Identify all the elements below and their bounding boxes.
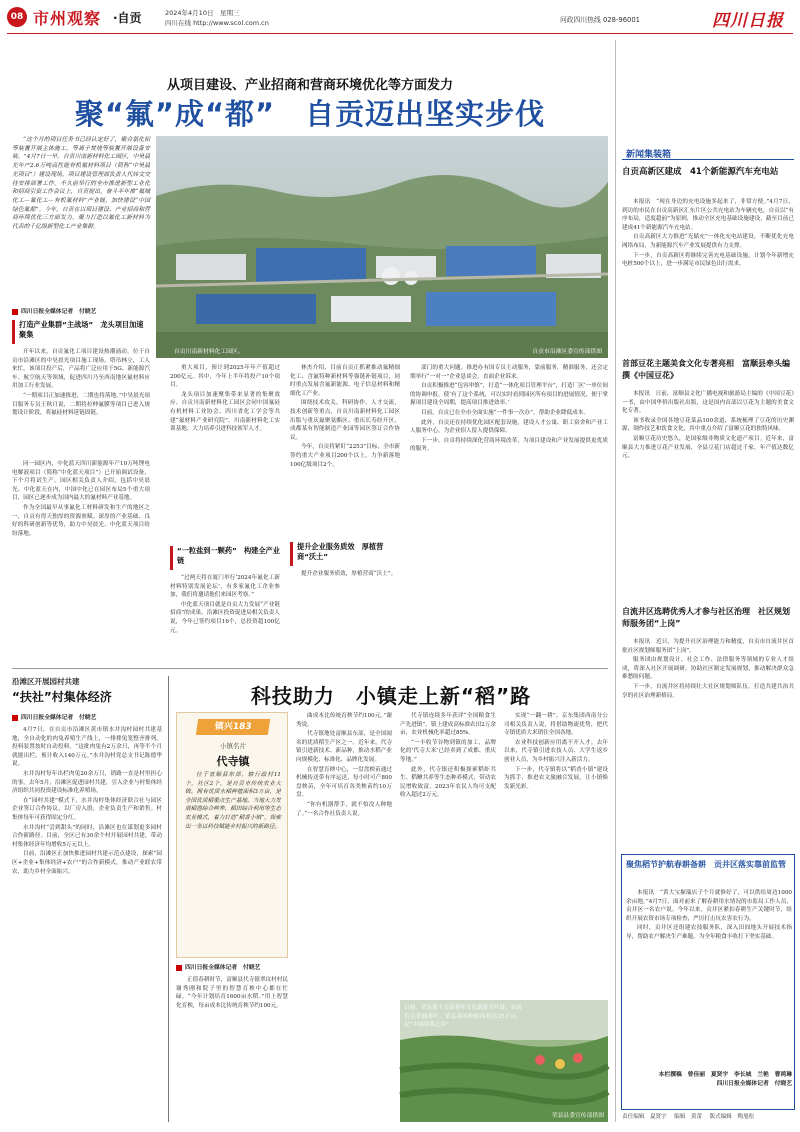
header-rule	[7, 33, 793, 34]
right-section-label	[622, 142, 794, 160]
village-headline: “扶社”村集体经济	[12, 690, 112, 704]
news-box-label: 新闻集装箱	[626, 150, 672, 160]
town-name: 代寺镇	[216, 755, 250, 768]
paragraph: 在智慧育秧中心，一盘盘秧苗通过机械传送带有序运送，每小时可产800盘秧苗，全年可培育各类秧苗约10万盘。	[296, 766, 392, 799]
intro-paragraph: “这个月的项目任务书已经认定好了，聚合氯化铝等装置开展主体施工，等离子焚烧等装置开展设备安装。”4月7日一早，自贡川南新材料化工园区，中昊晨光年产2.6万吨高性能有机氟材料项目（简称“中昊晨光项目”）建设现场，项目建设管理部负责人代炜文交待安排部署工作。不久前举行的全市推进新型工业化和招商引资工作会议上，自贡提出，奋斗半年推“氟城化工—氟化工—有机氟材料”产业链，加快建设“中国绿色氟都”。今年，自贡在以项目建设、产业招商和营商环境优化三方面发力，聚力打造以氟化工新材料为代表的千亿级新型化工产业集群。	[12, 137, 150, 231]
paragraph: 在“园村共建”模式下，水井沟村集体经济联合社与园区企业签订合作协议，以厂房入股，企业负责生产和销售。村集体每年可获得固定分红。	[12, 797, 162, 821]
town-column-1	[176, 976, 288, 1122]
subsection-title: ·自贡	[113, 11, 142, 25]
hotline: 问政四川热线 028-96001	[560, 16, 640, 24]
town-intro-text: 位于富顺县东部，辖行政村11个，社区2个，是自贡市传统农业大镇。拥有优质水稻种植面积3万亩，是全国优质稻重点生产基地。当地大力发展稻渔综合种养、稻田综合利用等生态农业模式，着力打造“稻香小镇”，探索出一条以科技赋能乡村振兴的新路径。	[185, 772, 281, 830]
news-4-box	[621, 854, 798, 1110]
town-column-4	[504, 712, 608, 998]
column-divider	[168, 676, 169, 1122]
village-reporter: 四川日报全媒体记者 付晓艺	[12, 712, 162, 722]
town-intro	[185, 771, 281, 951]
town-card	[176, 712, 288, 958]
byline-square-icon	[12, 715, 18, 721]
paragraph: 目前，沿滩区正加快推进园村共建示范点建设，探索“园区+企业+集体经济+农户”的合作新模式，推动产业联农带农，助力乡村全面振兴。	[12, 851, 162, 875]
paragraph: 下一步，自流井区将持续壮大社区规划师队伍，打造共建共治共享的社区治理新格局。	[622, 683, 794, 699]
photo-caption-right: 自贡市沿滩区委宣传部供图	[532, 349, 602, 355]
paragraph: 下一步，自贡将持续深化营商环境改革，为项目建设和产业发展提供更优质的服务。	[410, 437, 608, 453]
lead-subhead-2: “一粒盐到一颗药” 构建全产业链	[170, 546, 280, 570]
paragraph: 自贡积极推进“包容审慎”，打造“一体化项目管理平台”，打造厂区‘一单位间的协调申报，使‘有了这个系统，可以实时看到园区所有项目的进展情况，便于掌握项目建设全周期，提高项目推进效率。’	[410, 383, 608, 407]
tea-photo-caption	[404, 1004, 522, 1108]
paragraph: 下一步，自贡高新区将继续完善充电基础设施，计划今年新增充电桩500个以上，进一步满足市民绿色出行需求。	[622, 252, 794, 268]
paragraph: 部门的重大问题。推进办有国专员主动服务，靠前服务，精准服务，还会定期举行“一对一”企业恳谈会，直面企业诉求。	[410, 365, 608, 380]
lead-column-4b	[290, 570, 400, 648]
news-1-body	[622, 198, 794, 348]
news-2-headline: 首部豆花主题美食文化专著亮相 富顺县牵头编撰《中国豆花》	[622, 359, 790, 380]
masthead	[0, 0, 800, 38]
lead-subhead-3: 提升企业服务质效 厚植营商“沃土”	[290, 542, 400, 566]
paragraph: “一丰收节谷物到镇的加工，品牌化的‘代寺大米’已经卖到了成都、重庆等地。”	[400, 739, 496, 763]
paragraph: “你有机器帮手，就不怕没人种地了。”一名合作社负责人说。	[296, 801, 392, 817]
lead-kicker: 从项目建设、产业招商和营商环境优化等方面发力	[166, 78, 453, 93]
tea-caption-text: 日前，荣县第十五届茶叶文化旅游节开幕，农民们在采摘茶叶。荣县茶叶种植面积达15万亩，是“中国绿茶之乡”。	[404, 1005, 522, 1029]
lead-column-3b	[170, 574, 280, 648]
town-column-2	[296, 712, 392, 1122]
page-number: 08	[7, 7, 27, 27]
byline-square-icon	[176, 965, 182, 971]
paragraph: 水井沟村“尝到甜头”的同时，沿滩区也在谋划更多园村合作新路径。目前，全区已有30余个村开展园村共建，带动村集体经济年均增收5万元以上。	[12, 824, 162, 848]
paragraph: 水井沟村每年出栏肉兔20余万只，销路一直是村里担心的事。去年5月，沿滩区促进园村共建，引入企业与村集体经济组织共同投资建设标准化养殖场。	[12, 770, 162, 795]
paragraph: 中化蓝天项目就是自贡大力发展“产业链招商”的成果，沿滩区投资促进局相关负责人说，今年已签约项目16个，总投资超100亿元。	[170, 601, 280, 634]
paragraph: 农业科技创新应用离不开人才。去年以来，代寺镇引进农技人员、大学生返乡创业人员，为乡村振兴注入新活力。	[504, 739, 608, 763]
photo-caption-left: 自贡川南新材料化工园区。	[174, 349, 244, 355]
news-3-body	[622, 638, 794, 848]
paragraph: 本报讯 日前，富顺县文化广播电视和旅游局主编的《中国豆花》一书，由中国华侨出版社出版，这是国内首部以豆花为主题的美食文化专著。	[622, 391, 794, 415]
paragraph: 提升企业服务质效，厚植营商“沃土”。	[301, 571, 397, 577]
news-3-headline: 自流井区选聘优秀人才参与社区治理 社区规划师服务团“上岗”	[622, 607, 790, 628]
footer-layout-editor: 版式编辑 陶旭松	[709, 1114, 755, 1120]
footer-copy-editor: 编辑 黄蕾	[674, 1114, 703, 1120]
paragraph: 目前，自贡已在全市全面实施“一件事一次办”，帮助企业降低成本。	[421, 409, 589, 416]
town-badge: 镇兴183	[196, 719, 270, 735]
tea-photo	[400, 1000, 608, 1122]
section-title: 市州观察	[33, 9, 102, 28]
right-column-divider	[615, 40, 616, 1122]
industrial-park-aerial-image	[156, 136, 608, 358]
paragraph: 本报讯 “黄大宝握瑞店子个月就修好了，可以供给周边1000余亩地。”4月7日，面对前来了解春耕用水情况的市监局工作人员，贡井区一名农户说。今年以来，贡井区紧扣春耕生产关键时节，组织开展农资市场专项检查，严厉打击坑农害农行为。	[626, 890, 792, 922]
town-headline: 科技助力 小镇走上新“稻”路	[250, 684, 532, 708]
paragraph: 此外，代寺镇还积极探索稻虾共生、稻鳅共养等生态种养模式，带动农民增收致富，2023年农民人均可支配收入超过2万元。	[400, 766, 496, 799]
paragraph: 代寺镇地处富顺县东部，是全国闻名的优质稻生产区之一。近年来，代寺镇引进新技术、新品种，推动水稻产业向规模化、标准化、品牌化发展。	[296, 731, 392, 763]
paragraph: 自贡高新区大力推进“光储充”一体化充电站建设，不断优化充电网络布局，为新能源汽车产业发展提供有力支撑。	[622, 234, 794, 249]
paragraph: 今年，自贡将紧盯“2253”目标，全市新签约重大产业项目200个以上，力争新落地100亿级项目2个。	[290, 444, 400, 468]
paragraph: 4月7日，在自贡市沿滩区黄市镇水井沟村园村共建基地，全自动化的肉兔养殖生产线上，一排排兔笼整齐排列。投料装置按时自动投料。“这批肉兔有2万余只，再等半个月就能出栏，预计收入140万元。”水井沟村党总支书记陈德华说。	[12, 727, 162, 768]
paragraph: 代寺镇连续多年获评“全国粮食生产先进镇”。镇上建成高标准农田2万余亩，农业机械化率超过85%。	[400, 713, 496, 737]
paragraph: “过两天将在厦门举行‘2024年氟化工新材料特别发展论坛’，有多家氟化工企业参加，我们将邀请他们来园区考察。”	[170, 575, 280, 599]
lead-column-3	[170, 364, 280, 546]
paragraph: 曲成本比传统育秧节约100元。”谢秀说。	[296, 713, 392, 728]
paragraph: 同时，贡井区还组建农技服务队，深入田间地头开展技术指导，帮助农户解决生产难题，为全年粮食丰收打下坚实基础。	[626, 925, 792, 940]
news-4-credit: 本栏撰稿 曾佳丽 夏贤宇 李长城 兰艳 曹鸿琳 四川日报全媒体记者 付晓艺	[658, 1072, 798, 1087]
paragraph: “一期项目正加速推进，二期也将落地。”中昊晨光项目服务专员王秋月说，二期将拉伸氟膜等项目已进入规划设计阶段，将氟硅材料延链固链。	[12, 392, 150, 417]
paragraph: 林杰介绍，目前自贡正抓紧推动氟精细化工、含氟特种新材料等强链补链项目，同时重点发展含氟新能源、电子信息材料和精细化工产业。	[290, 365, 400, 397]
tea-photo-credit: 荣县县委宣传部供图	[551, 1113, 604, 1119]
paragraph: 本报讯 近日，为提升社区治理能力和精度，自贡市自流井区首批社区规划师服务团“上岗”。	[622, 639, 794, 654]
paragraph: 重大项目，预计到2025年年产值超过200亿元。其中，今年上半年将投产10个项目。	[170, 365, 280, 389]
lead-reporter: 四川日报全媒体记者 付晓艺	[12, 306, 150, 316]
lead-column-4	[290, 364, 400, 542]
village-kicker: 沿滩区开展园村共建	[12, 677, 80, 686]
paragraph: 该书收录全国各地豆花菜品100余道，系统梳理了豆花的历史渊源、制作技艺和饮食文化，其中重点介绍了富顺豆花的独特风味。	[622, 417, 794, 433]
town-card-subtitle: 小镇名片	[220, 742, 246, 750]
paragraph: 围绕技术攻关，科研协作、人才交流，技术创新等重点，自贡川南新材料化工园区出版与重庆氟聚氨酯区、重庆长寿经开区，成都某有智能制造产业园等园区签订合作协议。	[290, 400, 400, 441]
village-body	[12, 726, 162, 1122]
lead-subhead-1: 打造产业集群“主战场” 龙头项目加速聚集	[12, 320, 150, 344]
paragraph: 下一步，代寺镇将以“稻香小镇”建设为抓手，推进农文旅融合发展，让小镇焕发新光彩。	[504, 766, 608, 790]
paragraph: 富顺豆花历史悠久，是国家级非物质文化遗产项目。近年来，富顺县大力推进豆花产业发展，全县豆花门店超过千家，年产值达数亿元。	[622, 435, 794, 460]
news-4-body	[626, 889, 792, 1069]
lead-intro	[12, 136, 150, 304]
news-2-body	[622, 390, 794, 600]
paragraph: 本报讯 “现在身边的充电设施多起来了，非常方便。”4月7日，到访的市民在自贡高新区汇东片区公共充电站为车辆充电，自贡以“有序布局，适度超前”为原则，推动全区充电基础设施建设，截至目前已建成41个新能源汽车充电站。	[622, 199, 794, 231]
byline-square-icon	[12, 309, 18, 315]
paragraph: 开年以来，自贡氟化工项目建设热潮涌动。位于自贡市沿滩区的中昊晨光项目施工现场，塔吊林立，工人来忙。该项目投产后，产品将广泛应用于5G、新能源汽车、航空航天等领域，促进四川乃至西南地区氟材料应用加工行业发展。	[12, 349, 150, 390]
website: 四川在线 http://www.scol.com.cn	[165, 19, 269, 27]
paragraph: 此外，自贡还在持续优化园区配套设施，建设人才公寓、职工宿舍和产业工人服务中心，为企业招人留人提供保障。	[410, 419, 608, 435]
paragraph: 龙头项目加速聚集带来显著的集聚效应。自贡川南新材料化工园区会同中国氟硅有机材料工业协会、四川省化工学会等共建“氟材料产业研究院”，川南新材料化工实训基地、大力培养引进科技领军人才。	[170, 391, 280, 433]
paragraph: 实现“一翻一耕”，京东集团西南分公司相关负责人说，将借助物流优势，把代寺镇优质大米销往全国各地。	[504, 713, 608, 737]
paragraph: 作为全国最早从事氟化工材料研发和生产的地区之一，自贡有得天独厚的资源禀赋。深厚的产业基础、良好的科研创新等优势，助力中昊晨光、中化蓝天项目纷纷落地。	[12, 504, 150, 537]
lead-column-2	[12, 460, 150, 670]
footer	[622, 1112, 794, 1124]
news-1-headline: 自贡高新区建成 41个新能源汽车充电站	[622, 167, 779, 177]
paragraph: 同一园区内，中化蓝天四川新能源年产10万吨锂电电解液项目（简称“中化蓝天项目”）已开始调试设备，下个月将试生产。园区相关负责人介绍，包括中昊晨光、中化蓝天在内，中国中化已在园区布局5个重大项目，园区已逐步成为国内最大的氟材料产业基地。	[12, 461, 150, 502]
lead-photo	[156, 136, 608, 358]
paragraph: 服务团由规划设计、社会工作、法律服务等领域的专业人才组成，将深入社区开展调研，协助社区制定发展规划，推动解决群众急难愁盼问题。	[622, 657, 794, 681]
issue-date: 2024年4月10日 星期三	[165, 9, 240, 17]
news-4-headline: 聚焦稻节护航春耕备耕 贡井区落实靠前监管	[626, 860, 786, 869]
footer-editor: 责任编辑 夏贤宇	[622, 1114, 667, 1120]
paragraph: 正值春耕时节，富顺县代寺镇翠玟村村民谢秀刚和院子里的智慧育秧中心都在忙碌。“今年计划培育1600亩水稻。”用上智慧化育秧，每亩成本比传统育秧节约100元。	[176, 977, 288, 1009]
lead-column-5	[410, 364, 608, 650]
paper-logo: 四川日报	[712, 11, 784, 31]
lead-headline: 聚“氟”成“都” 自贡迈出坚实步伐	[74, 97, 546, 131]
town-reporter: 四川日报全媒体记者 付晓艺	[176, 962, 288, 972]
section-divider	[12, 668, 608, 669]
